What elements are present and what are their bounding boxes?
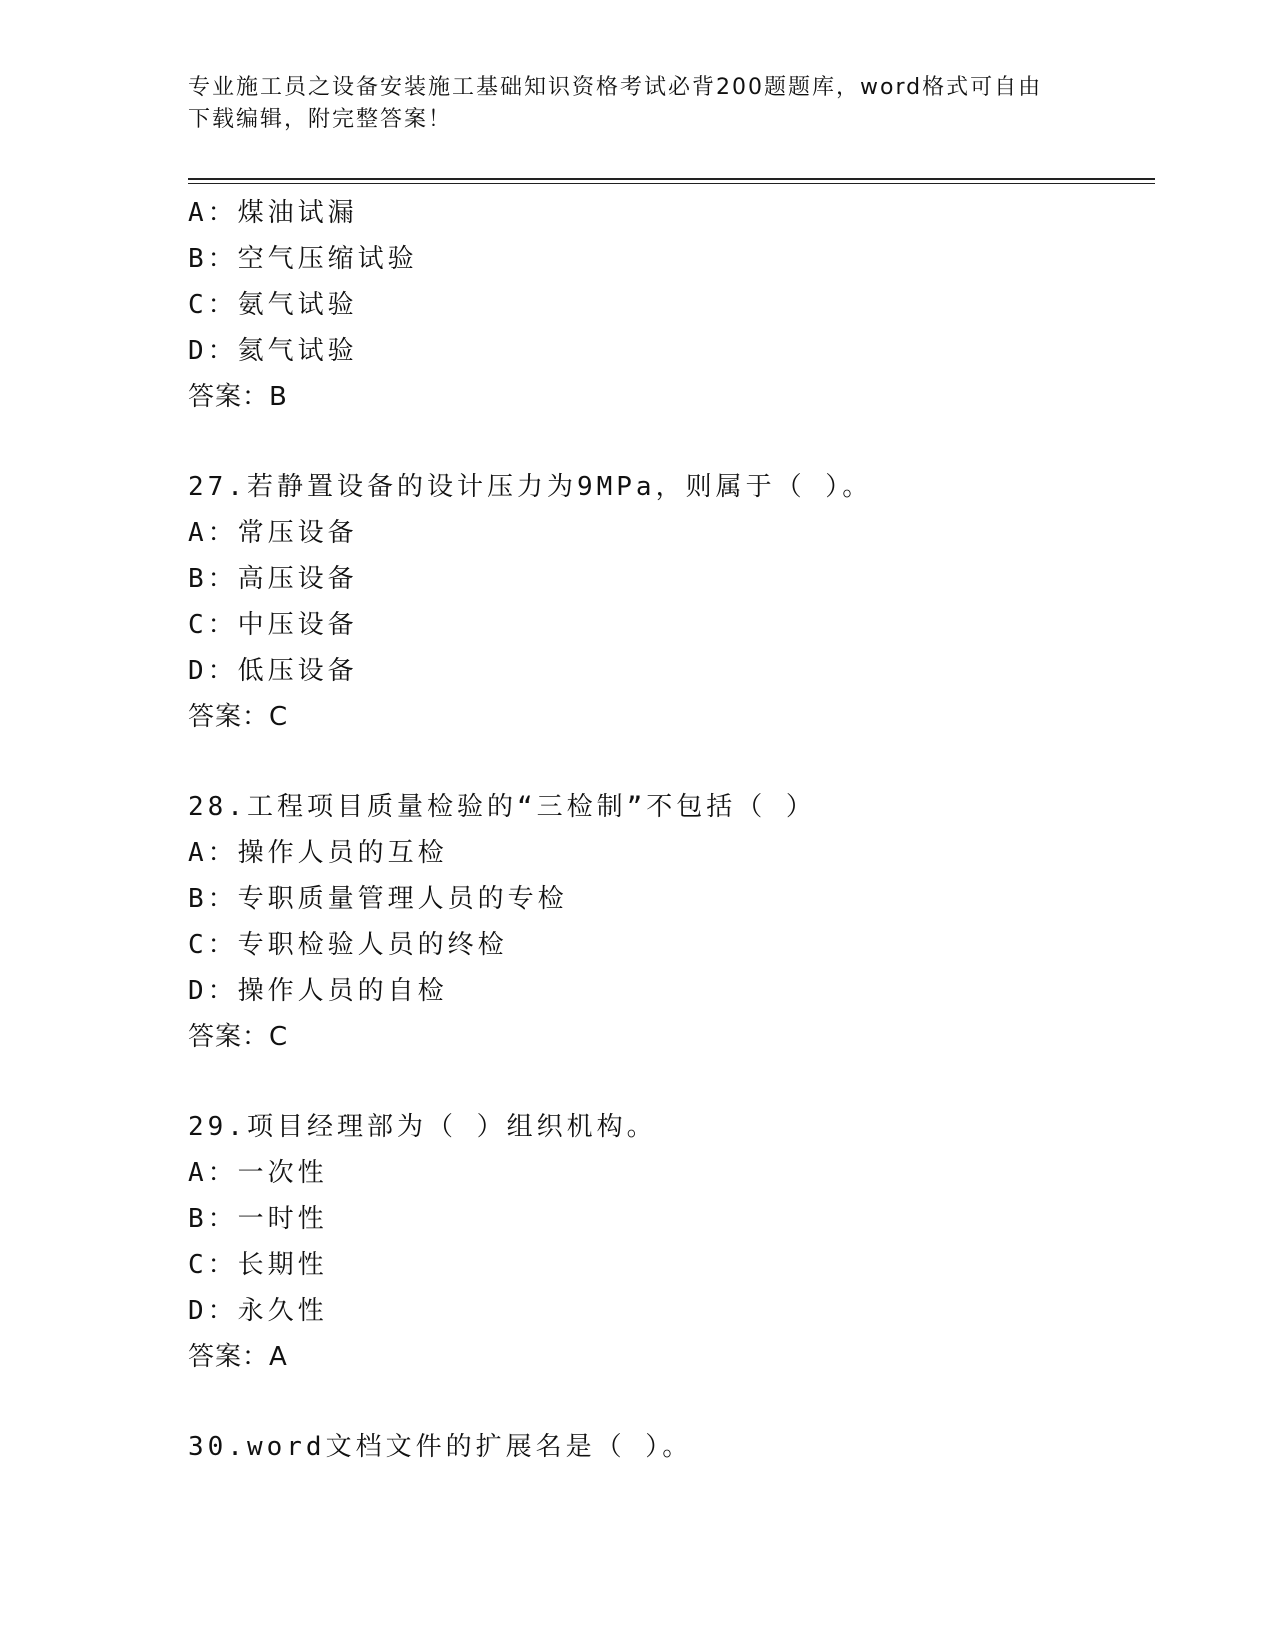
header-divider-bottom	[188, 183, 1155, 184]
block-gap	[188, 1060, 1148, 1104]
option-a: A：常压设备	[188, 518, 358, 548]
question-text: 29.项目经理部为（ ）组织机构。	[188, 1112, 657, 1142]
option-c: C：中压设备	[188, 610, 358, 640]
question-block	[188, 464, 1148, 740]
answer: 答案：C	[188, 702, 289, 732]
option-d: D：永久性	[188, 1296, 328, 1326]
document-header	[188, 72, 1068, 136]
option-b: B：高压设备	[188, 564, 358, 594]
header-divider-top	[188, 178, 1155, 180]
block-gap	[188, 740, 1148, 784]
question-block	[188, 190, 1148, 420]
option-c: C：氨气试验	[188, 290, 358, 320]
question-block	[188, 1104, 1148, 1380]
question-text: 27.若静置设备的设计压力为9MPa，则属于（ ）。	[188, 472, 873, 502]
option-b: B：空气压缩试验	[188, 244, 418, 274]
header-line-2: 下载编辑，附完整答案！	[188, 107, 453, 132]
option-b: B：一时性	[188, 1204, 328, 1234]
answer: 答案：A	[188, 1342, 288, 1372]
question-block	[188, 1424, 1148, 1470]
question-text: 30.word文档文件的扩展名是（ ）。	[188, 1432, 693, 1462]
option-d: D：低压设备	[188, 656, 358, 686]
option-c: C：长期性	[188, 1250, 328, 1280]
option-a: A：操作人员的互检	[188, 838, 448, 868]
question-text: 28.工程项目质量检验的“三检制”不包括（ ）	[188, 792, 816, 822]
block-gap	[188, 1380, 1148, 1424]
question-list	[188, 190, 1148, 1470]
option-d: D：氦气试验	[188, 336, 358, 366]
header-line-1: 专业施工员之设备安装施工基础知识资格考试必背200题题库，word格式可自由	[188, 75, 1043, 100]
option-d: D：操作人员的自检	[188, 976, 448, 1006]
option-a: A：一次性	[188, 1158, 328, 1188]
answer: 答案：C	[188, 1022, 289, 1052]
option-a: A：煤油试漏	[188, 198, 358, 228]
question-block	[188, 784, 1148, 1060]
block-gap	[188, 420, 1148, 464]
option-c: C：专职检验人员的终检	[188, 930, 508, 960]
option-b: B：专职质量管理人员的专检	[188, 884, 568, 914]
answer: 答案：B	[188, 382, 288, 412]
